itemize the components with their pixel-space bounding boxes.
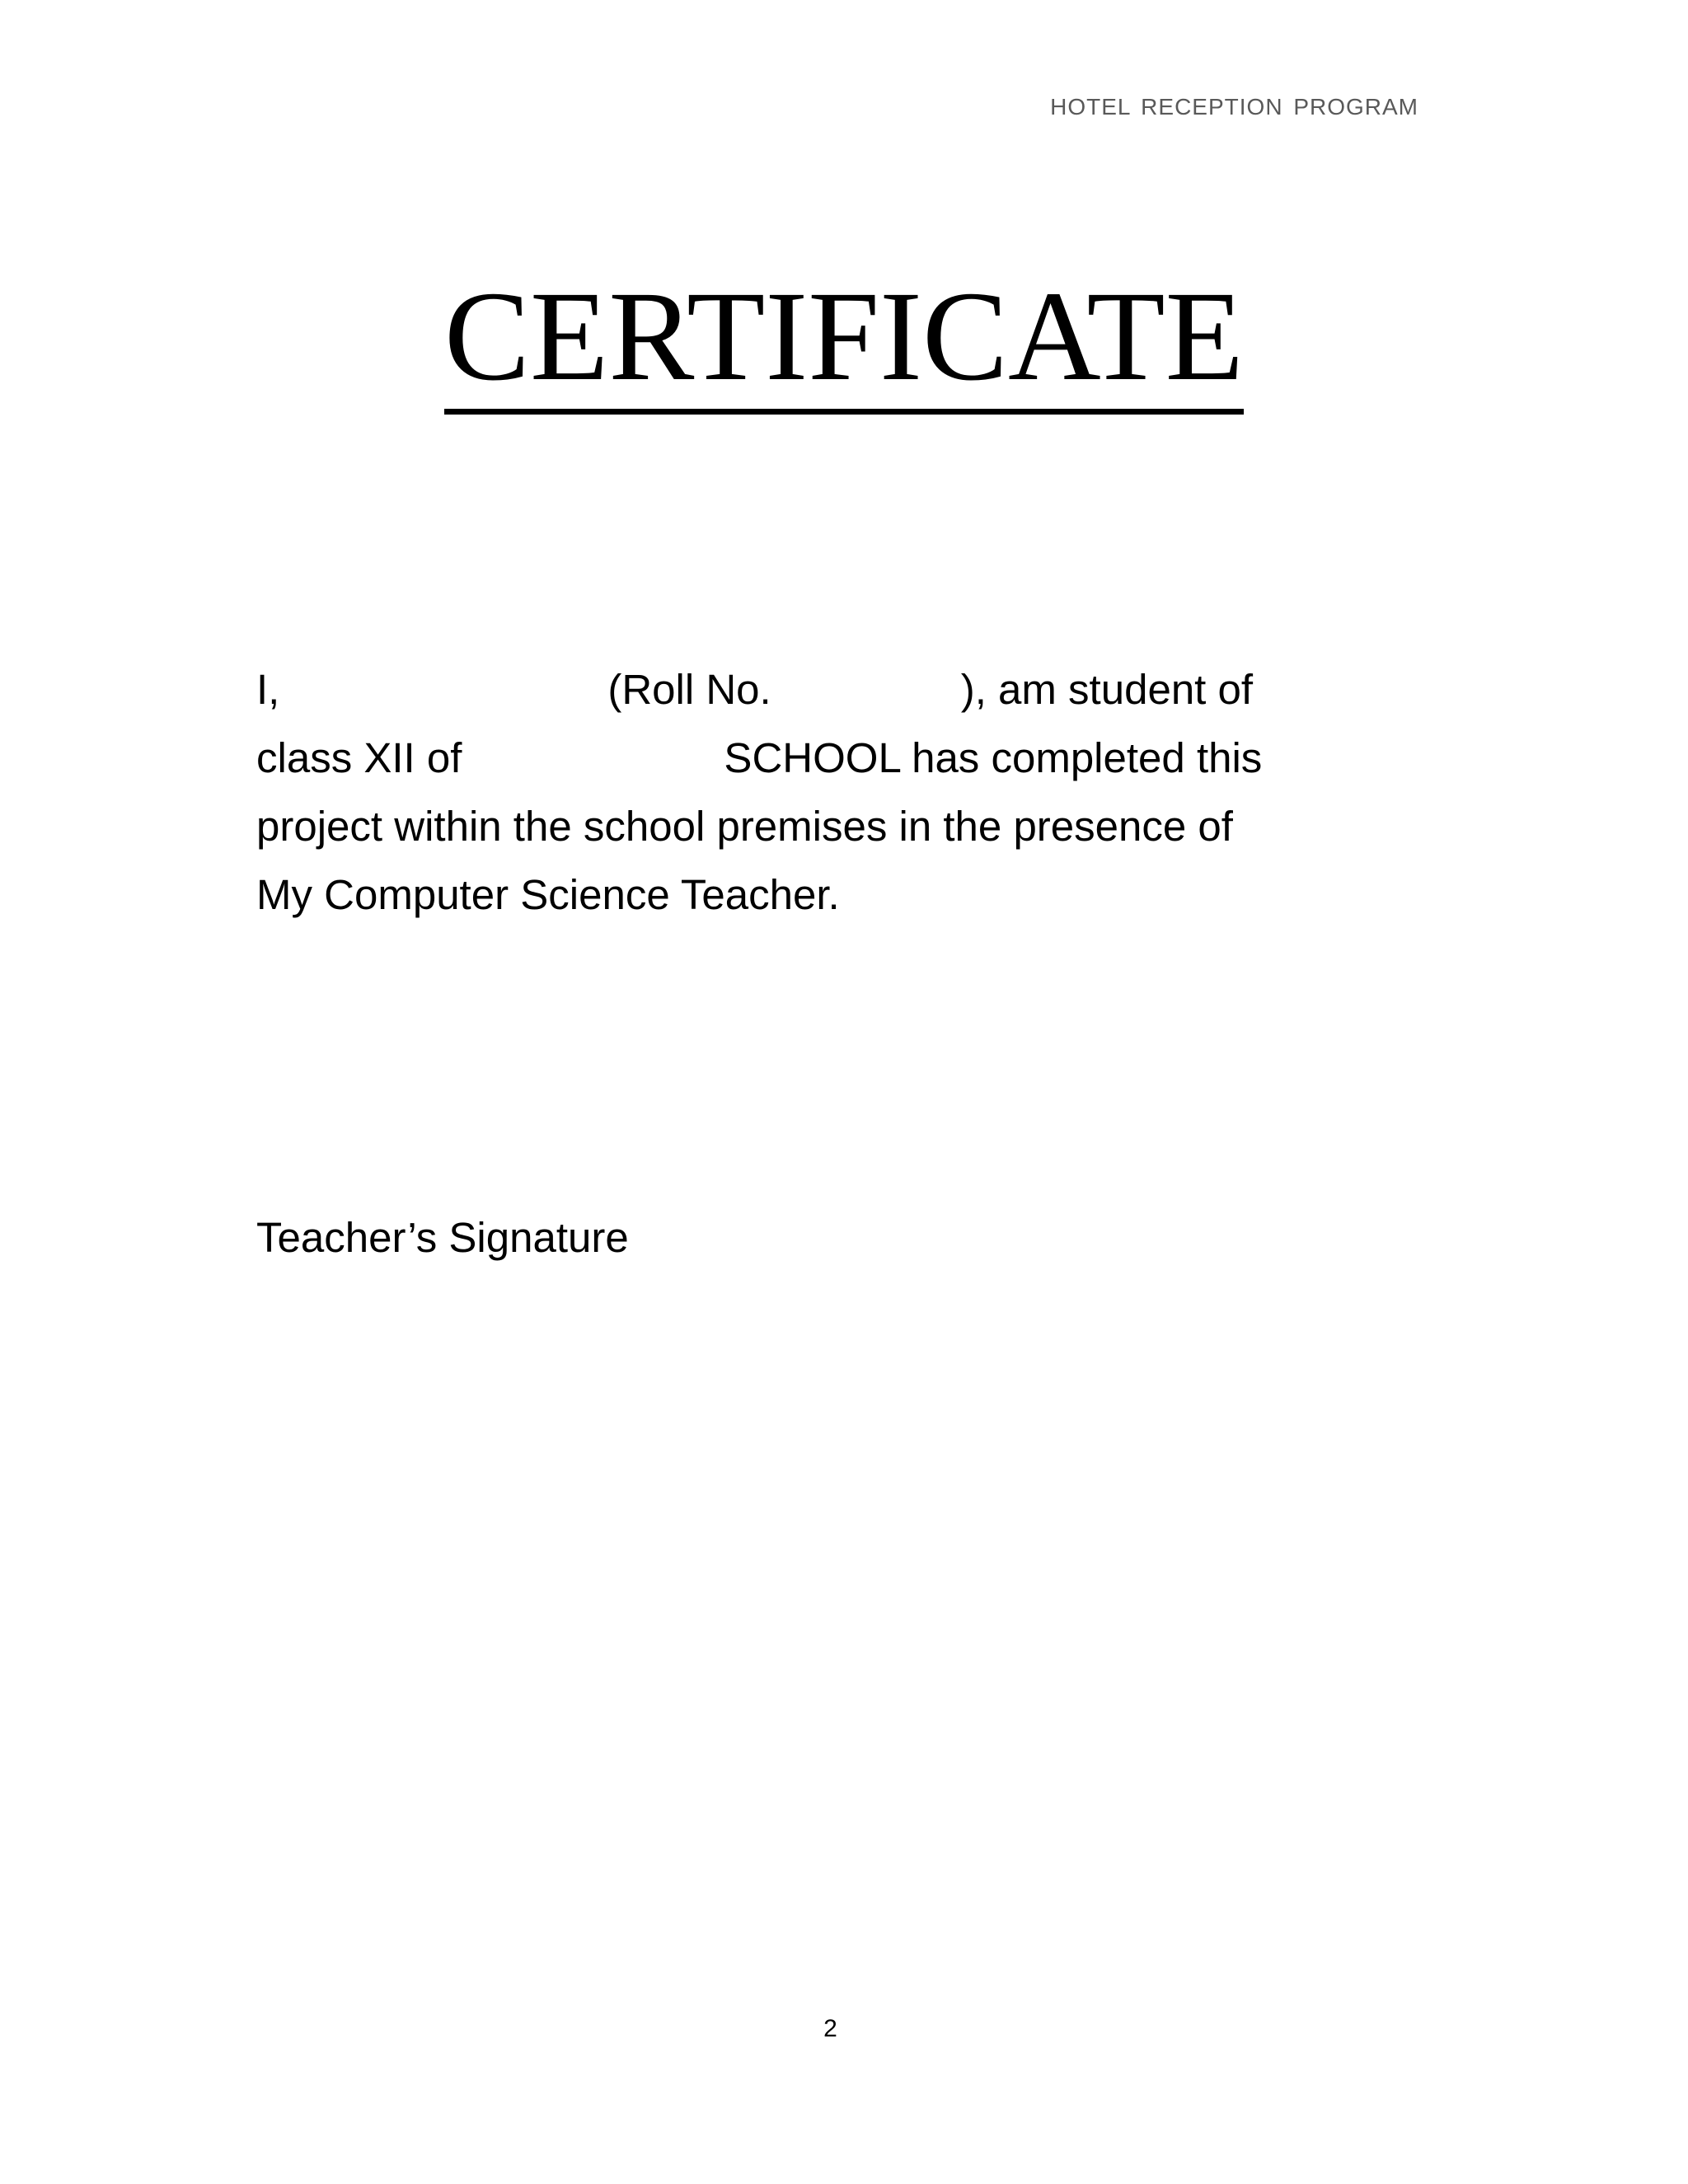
line1-part3: ), am student of (960, 666, 1254, 713)
paragraph-line-1 (256, 655, 1443, 724)
certificate-title (0, 265, 1688, 415)
teacher-signature-label: Teacher’s Signature (256, 1214, 629, 1261)
running-header: HOTEL RECEPTION PROGRAM (1050, 94, 1418, 120)
paragraph-line-4: My Computer Science Teacher. (256, 871, 840, 918)
paragraph-line-3: project within the school premises in the presence of (256, 803, 1233, 850)
line1-part2: (Roll No. (607, 666, 771, 713)
paragraph-line-2 (256, 724, 1443, 792)
page-number: 2 (823, 2015, 837, 2042)
line1-part1: I, (256, 666, 280, 713)
line2-part2: SCHOOL has completed this (724, 734, 1263, 781)
line2-part1: class XII of (256, 734, 462, 781)
certificate-paragraph (256, 655, 1443, 929)
certificate-title-text: CERTIFICATE (444, 272, 1244, 415)
